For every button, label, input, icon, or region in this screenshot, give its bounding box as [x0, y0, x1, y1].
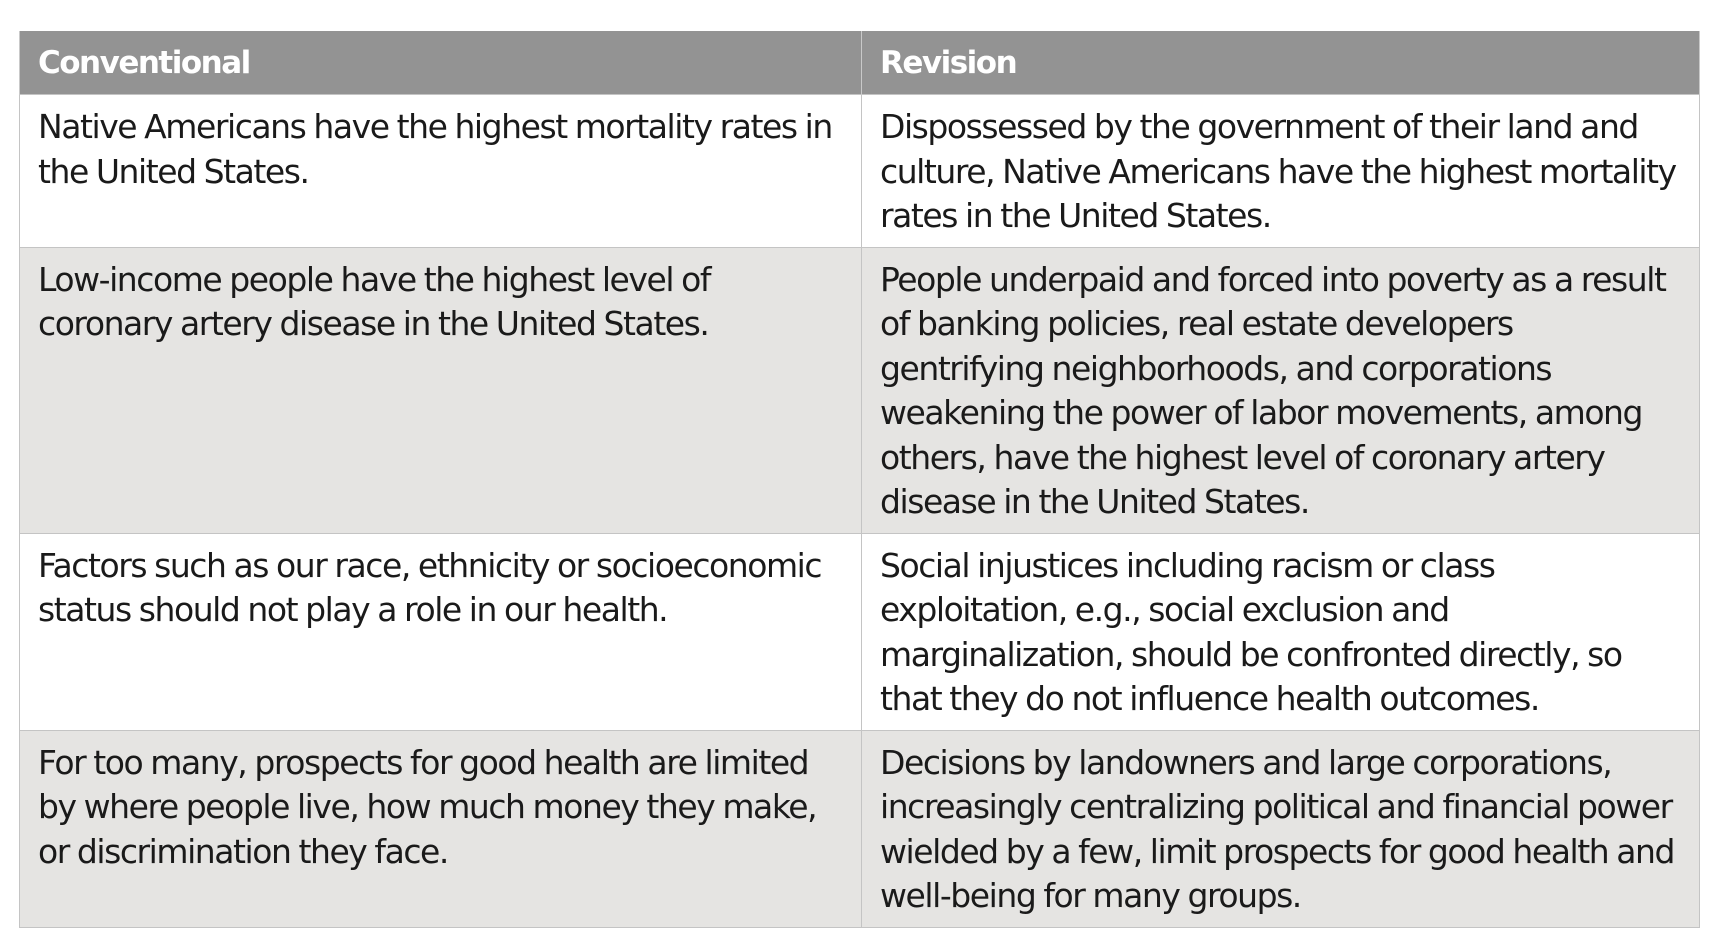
conventional-cell: Low-income people have the highest level of coronary artery disease in the United States. — [20, 247, 862, 533]
table-row — [20, 95, 1700, 248]
revision-cell: Dispossessed by the government of their land and culture, Native Americans have the highest mortality rates in the United States. — [862, 95, 1700, 248]
column-header-conventional: Conventional — [20, 31, 862, 95]
table-header-row — [20, 31, 1700, 95]
conventional-cell: Factors such as our race, ethnicity or socioeconomic status should not play a role in our health. — [20, 533, 862, 730]
revision-cell: Decisions by landowners and large corporations, increasingly centralizing political and financial power wielded by a few, limit prospects for good health and well-being for many groups. — [862, 730, 1700, 927]
comparison-table — [19, 31, 1700, 928]
table-row — [20, 533, 1700, 730]
table-row — [20, 730, 1700, 927]
column-header-revision: Revision — [862, 31, 1700, 95]
table-row — [20, 247, 1700, 533]
revision-cell: Social injustices including racism or class exploitation, e.g., social exclusion and marginalization, should be confronted directly, so that they do not influence health outcomes. — [862, 533, 1700, 730]
conventional-cell: For too many, prospects for good health are limited by where people live, how much money they make, or discrimination they face. — [20, 730, 862, 927]
conventional-cell: Native Americans have the highest mortality rates in the United States. — [20, 95, 862, 248]
revision-cell: People underpaid and forced into poverty as a result of banking policies, real estate developers gentrifying neighborhoods, and corporations weakening the power of labor movements, among others, have the highest level of coronary artery disease in the United States. — [862, 247, 1700, 533]
